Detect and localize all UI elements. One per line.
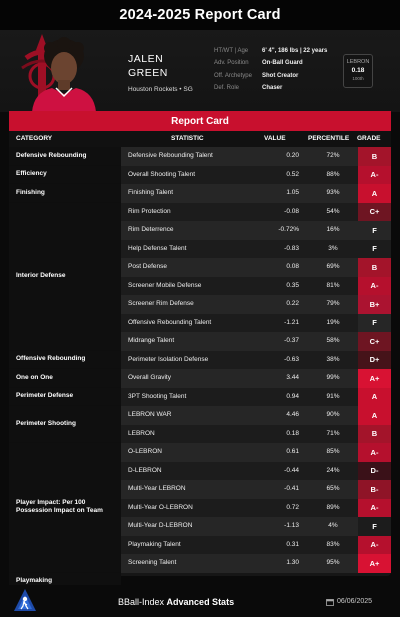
table-row (121, 462, 391, 481)
value-cell: 0.52 (286, 170, 299, 178)
percentile-cell: 38% (326, 355, 340, 363)
percentile-cell: 79% (326, 300, 340, 307)
value-cell: 0.20 (286, 152, 299, 159)
table-row (121, 221, 391, 240)
bio-value: Shot Creator (262, 72, 299, 79)
grade-badge: F (358, 517, 391, 536)
statistic-cell: Finishing Talent (128, 189, 174, 196)
table-row (121, 388, 391, 407)
percentile-cell: 65% (326, 485, 340, 492)
table-row (121, 166, 391, 185)
bio-label: HT/WT | Age (214, 48, 249, 55)
category-label: Player Impact: Per 100 Possession Impact on Team (9, 443, 121, 573)
grade-badge: F (358, 221, 391, 240)
statistic-cell: Multi-Year D-LEBRON (128, 522, 193, 529)
lebron-badge-label: LEBRON (346, 59, 370, 65)
table-row (121, 480, 391, 499)
statistic-cell: Help Defense Talent (128, 244, 187, 252)
category-label: Playmaking (9, 573, 121, 592)
value-cell: 0.22 (286, 300, 299, 307)
table-row (121, 499, 391, 518)
bio-label: Def. Role (214, 85, 240, 92)
bio-label: Adv. Position (214, 60, 249, 67)
value-cell: -0.41 (284, 485, 299, 492)
statistic-cell: Overall Gravity (128, 374, 171, 381)
table-row (121, 314, 391, 333)
percentile-cell: 91% (326, 392, 340, 400)
lebron-badge-sub: 100th (352, 76, 364, 81)
grade-badge: A- (358, 166, 391, 185)
statistic-cell: D-LEBRON (128, 466, 162, 474)
report-card-title: Report Card (9, 111, 391, 131)
statistic-cell: LEBRON WAR (128, 411, 172, 418)
report-card (9, 111, 391, 584)
percentile-cell: 24% (326, 466, 340, 474)
value-cell: 3.44 (286, 374, 299, 381)
statistic-cell: Rim Deterrence (128, 226, 174, 233)
bio-row (214, 82, 327, 94)
table-row (121, 240, 391, 259)
table-row (121, 554, 391, 573)
grade-badge: F (358, 314, 391, 333)
value-cell: 0.31 (286, 540, 299, 548)
bio-row (214, 57, 327, 69)
grade-badge: B+ (358, 295, 391, 314)
percentile-cell: 85% (326, 448, 340, 455)
percentile-cell: 19% (326, 318, 340, 326)
table-row (121, 184, 391, 203)
header-statistic: STATISTIC (171, 135, 204, 142)
grade-badge: A+ (358, 554, 391, 573)
table-row (121, 147, 391, 166)
value-cell: 0.18 (286, 429, 299, 437)
value-cell: 1.30 (286, 559, 299, 566)
category-label: Defensive Rebounding (9, 147, 121, 166)
player-name-block (128, 52, 193, 93)
calendar-icon (326, 598, 334, 606)
statistic-cell: Screener Rim Defense (128, 300, 194, 307)
grade-badge: A- (358, 499, 391, 518)
percentile-cell: 99% (326, 374, 340, 381)
player-bio (214, 45, 327, 94)
value-cell: 0.94 (286, 392, 299, 400)
statistic-cell: Playmaking Talent (128, 540, 181, 548)
grade-badge: B (358, 258, 391, 277)
header-grade: GRADE (357, 135, 381, 142)
grade-badge: A- (358, 536, 391, 555)
percentile-cell: 16% (326, 226, 340, 233)
player-first-name: JALEN (128, 53, 164, 65)
header-value: VALUE (264, 135, 286, 142)
statistic-cell: Screening Talent (128, 559, 177, 566)
table-row (121, 332, 391, 351)
percentile-cell: 81% (326, 281, 340, 289)
grade-badge: B (358, 425, 391, 444)
table-row (121, 277, 391, 296)
bio-value: 6' 4", 186 lbs | 22 years (262, 48, 328, 55)
bio-row (214, 70, 327, 82)
statistic-cell: Multi-Year O-LEBRON (128, 503, 193, 511)
table-row (121, 536, 391, 555)
statistic-cell: LEBRON (128, 429, 155, 437)
grade-badge: A (358, 184, 391, 203)
table-row (121, 443, 391, 462)
table-row (121, 369, 391, 388)
player-headshot (28, 36, 100, 112)
statistic-cell: Perimeter Isolation Defense (128, 355, 209, 363)
value-cell: -1.13 (284, 522, 299, 529)
value-cell: -0.83 (284, 244, 299, 252)
grade-badge: B (358, 147, 391, 166)
percentile-cell: 4% (328, 522, 338, 529)
percentile-cell: 88% (326, 170, 340, 178)
value-cell: -0.08 (284, 207, 299, 215)
value-cell: -1.21 (284, 318, 299, 326)
value-cell: -0.44 (284, 466, 299, 474)
statistic-cell: Screener Mobile Defense (128, 281, 202, 289)
lebron-badge-value: 0.18 (351, 67, 365, 74)
category-label: Interior Defense (9, 203, 121, 351)
grade-badge: D- (358, 462, 391, 481)
header-percentile: PERCENTILE (308, 135, 350, 142)
percentile-cell: 69% (326, 263, 340, 270)
statistic-cell: 3PT Shooting Talent (128, 392, 187, 400)
player-team-position: Houston Rockets • SG (128, 86, 193, 93)
player-last-name: GREEN (128, 67, 168, 79)
grade-badge: A (358, 406, 391, 425)
percentile-cell: 3% (328, 244, 338, 252)
grade-badge: B- (358, 480, 391, 499)
percentile-cell: 54% (326, 207, 340, 215)
brand-subtitle: Advanced Stats (166, 597, 235, 607)
category-label: One on One (9, 369, 121, 388)
percentile-cell: 72% (326, 152, 340, 159)
statistic-cell: Midrange Talent (128, 337, 175, 344)
category-label: Efficiency (9, 166, 121, 185)
value-cell: -0.72% (278, 226, 299, 233)
table-row (121, 517, 391, 536)
value-cell: -0.63 (284, 355, 299, 363)
bio-value: On-Ball Guard (262, 60, 303, 67)
percentile-cell: 83% (326, 540, 340, 548)
table-row (121, 425, 391, 444)
table-row (121, 203, 391, 222)
value-cell: -0.37 (284, 337, 299, 344)
category-label: Offensive Rebounding (9, 351, 121, 370)
category-label: Perimeter Shooting (9, 406, 121, 443)
grade-badge: A+ (358, 369, 391, 388)
percentile-cell: 95% (326, 559, 340, 566)
grade-badge: A- (358, 443, 391, 462)
percentile-cell: 89% (326, 503, 340, 511)
bball-index-logo-icon (12, 587, 38, 613)
value-cell: 4.46 (286, 411, 299, 418)
percentile-cell: 58% (326, 337, 340, 344)
bio-value: Chaser (262, 85, 283, 92)
grade-badge: A- (358, 277, 391, 296)
grade-badge: C+ (358, 203, 391, 222)
report-date: 06/06/2025 (337, 598, 373, 605)
brand-name: BBall-Index (118, 597, 165, 607)
table-row (121, 258, 391, 277)
statistic-cell: O-LEBRON (128, 448, 162, 455)
footer (0, 585, 400, 617)
category-label: Finishing (9, 184, 121, 203)
value-cell: 1.05 (286, 189, 299, 196)
statistic-cell: Multi-Year LEBRON (128, 485, 186, 492)
value-cell: 0.35 (286, 281, 299, 289)
table-header (9, 131, 391, 147)
category-label: Perimeter Defense (9, 388, 121, 407)
page-title: 2024-2025 Report Card (119, 7, 281, 23)
statistic-cell: Rim Protection (128, 207, 171, 215)
header-category: CATEGORY (16, 135, 53, 142)
bio-row (214, 45, 327, 57)
statistic-cell: Post Defense (128, 263, 168, 270)
value-cell: 0.72 (286, 503, 299, 511)
percentile-cell: 90% (326, 411, 340, 418)
grade-badge: A (358, 388, 391, 407)
table-row (121, 295, 391, 314)
grade-badge: C+ (358, 332, 391, 351)
percentile-cell: 71% (326, 429, 340, 437)
table-row (121, 406, 391, 425)
value-cell: 0.61 (286, 448, 299, 455)
bio-label: Off. Archetype (214, 72, 252, 79)
value-cell: 0.08 (286, 263, 299, 270)
percentile-cell: 93% (326, 189, 340, 196)
statistic-cell: Offensive Rebounding Talent (128, 318, 212, 326)
footer-brand (118, 597, 234, 607)
statistic-cell: Overall Shooting Talent (128, 170, 196, 178)
table-row (121, 351, 391, 370)
lebron-summary-badge (343, 54, 373, 88)
player-profile (0, 30, 400, 112)
title-bar (0, 0, 400, 30)
grade-badge: F (358, 240, 391, 259)
grade-badge: D+ (358, 351, 391, 370)
statistic-cell: Defensive Rebounding Talent (128, 152, 213, 159)
